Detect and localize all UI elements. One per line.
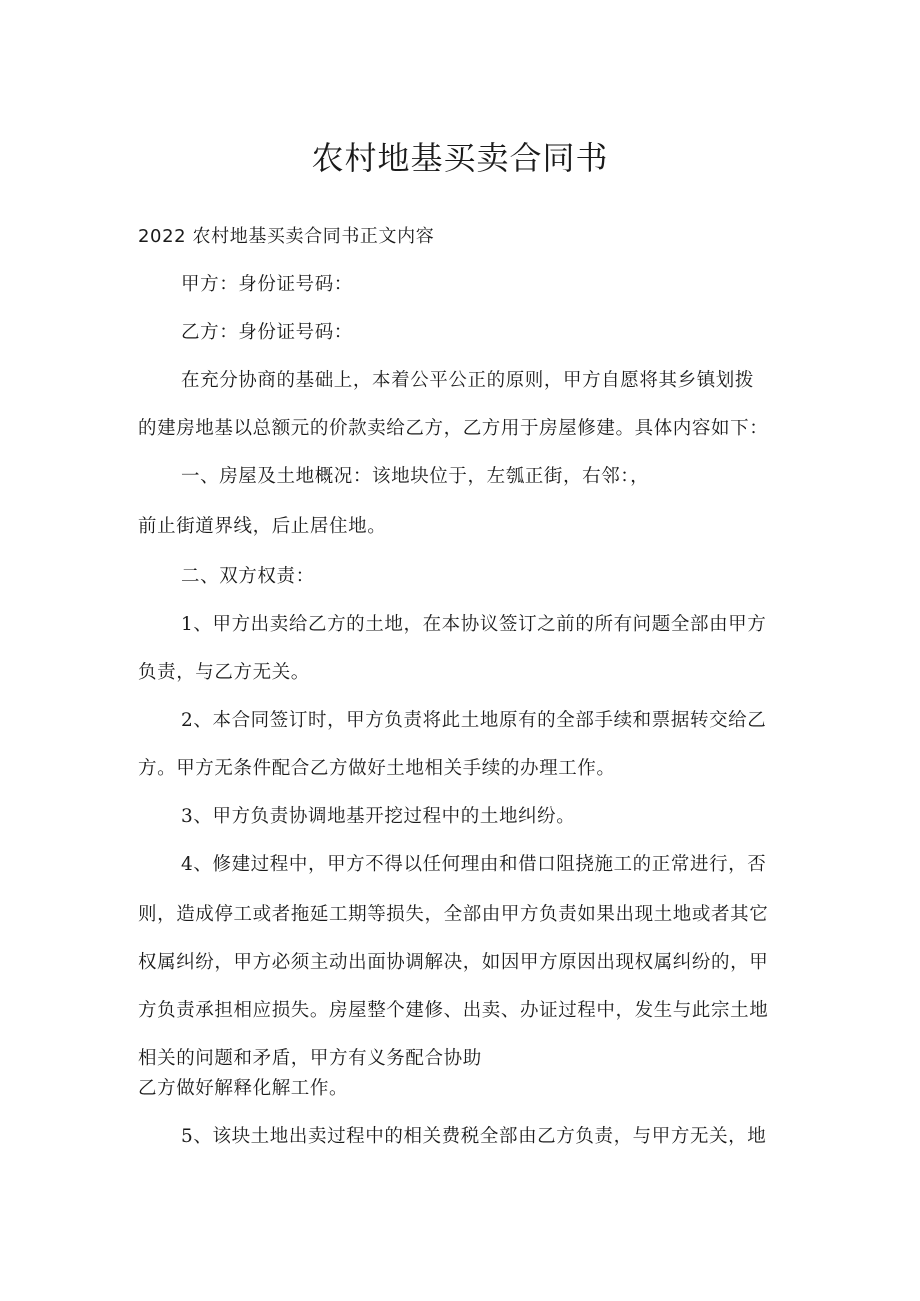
paragraph-line: 的建房地基以总额元的价款卖给乙方，乙方用于房屋修建。具体内容如下： bbox=[138, 418, 769, 439]
paragraph-line: 在充分协商的基础上，本着公平公正的原则，甲方自愿将其乡镇划拨 bbox=[181, 370, 755, 391]
party-a-line: 甲方：身份证号码： bbox=[181, 274, 353, 295]
clause-line: 方负责承担相应损失。房屋整个建修、出卖、办证过程中，发生与此宗土地 bbox=[138, 1000, 769, 1021]
clause-line: 权属纠纷，甲方必须主动出面协调解决，如因甲方原因出现权属纠纷的，甲 bbox=[138, 952, 769, 973]
clause-line: 相关的问题和矛盾，甲方有义务配合协助 bbox=[138, 1048, 482, 1069]
section-heading: 一、房屋及土地概况：该地块位于，左瓠正街，右邻：， bbox=[181, 466, 650, 487]
section-heading: 二、双方权责： bbox=[181, 566, 315, 587]
clause-line: 负责，与乙方无关。 bbox=[138, 662, 310, 683]
clause-line: 2、本合同签订时，甲方负责将此土地原有的全部手续和票据转交给乙 bbox=[181, 710, 767, 731]
document-subheading: 2022 农村地基买卖合同书正文内容 bbox=[138, 226, 435, 247]
clause-line: 4、修建过程中，甲方不得以任何理由和借口阻挠施工的正常进行，否 bbox=[181, 854, 767, 875]
clause-line: 则，造成停工或者拖延工期等损失，全部由甲方负责如果出现土地或者其它 bbox=[138, 904, 769, 925]
clause-line: 1、甲方出卖给乙方的土地，在本协议签订之前的所有问题全部由甲方 bbox=[181, 614, 767, 635]
clause-line: 方。甲方无条件配合乙方做好土地相关手续的办理工作。 bbox=[138, 758, 616, 779]
document-title: 农村地基买卖合同书 bbox=[311, 139, 609, 177]
clause-line: 5、该块土地出卖过程中的相关费税全部由乙方负责，与甲方无关，地 bbox=[181, 1126, 767, 1147]
clause-line: 乙方做好解释化解工作。 bbox=[138, 1078, 349, 1099]
clause-line: 3、甲方负责协调地基开挖过程中的土地纠纷。 bbox=[181, 806, 576, 827]
paragraph-line: 前止街道界线，后止居住地。 bbox=[138, 516, 387, 537]
party-b-line: 乙方：身份证号码： bbox=[181, 322, 353, 343]
